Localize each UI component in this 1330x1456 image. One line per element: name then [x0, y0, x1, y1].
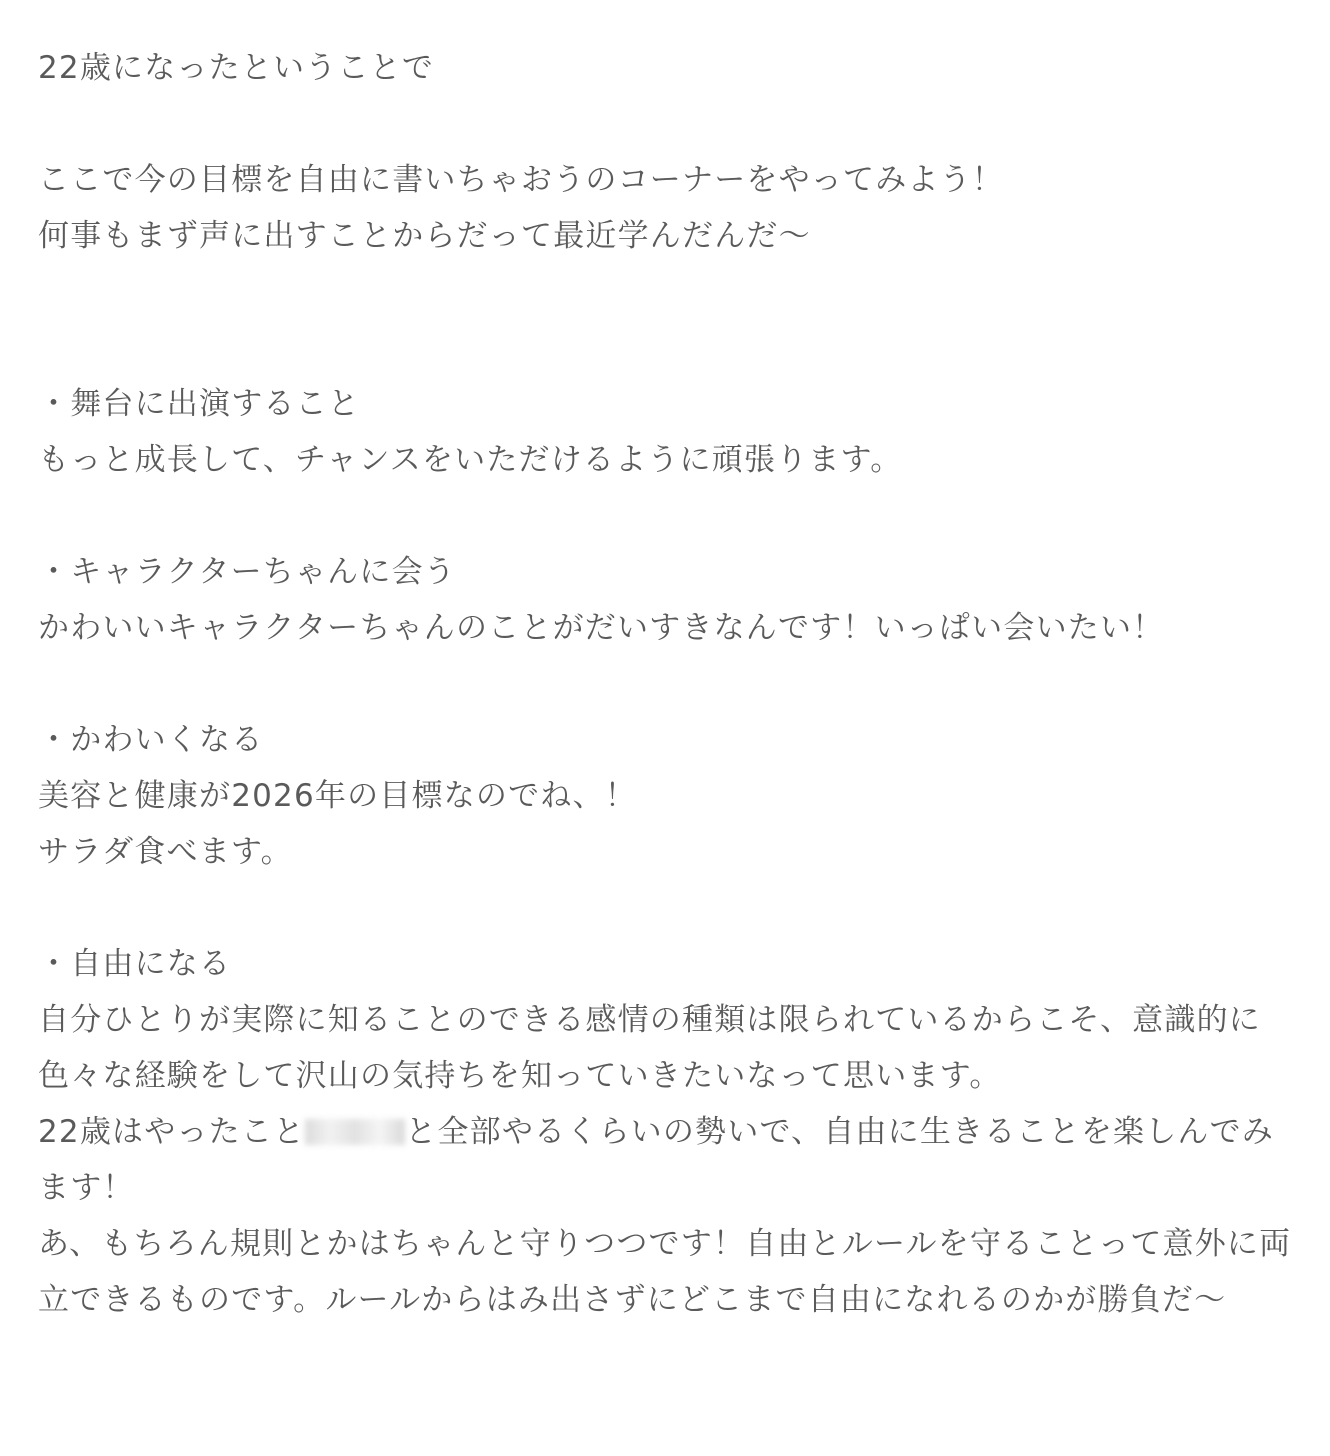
goal-3-text-2: サラダ食べます。	[38, 834, 293, 870]
spacer	[38, 264, 1298, 376]
goal-4-heading: ・自由になる	[38, 946, 232, 982]
article-body	[38, 40, 1298, 1328]
goal-4-text-2-start: 22歳はやったこと	[38, 1114, 306, 1150]
lead-line-2: 何事もまず声に出すことからだって最近学んだんだ〜	[38, 218, 811, 254]
goal-4-text-2-end: と全部やるくらいの勢いで、自由に生きることを楽しんでみます！	[38, 1114, 1275, 1206]
goal-4-text-1: 自分ひとりが実際に知ることのできる感情の種類は限られているからこそ、意識的に色々な経験をして沢山の気持ちを知っていきたいなって思います。	[38, 1002, 1261, 1094]
goal-2-text: かわいいキャラクターちゃんのことがだいすきなんです！いっぱい会いたい！	[38, 610, 1165, 646]
goal-3-text-1: 美容と健康が2026年の目標なのでね、！	[38, 778, 637, 814]
goal-4-text-2	[38, 1104, 1298, 1216]
spacer	[38, 488, 1298, 544]
spacer	[38, 656, 1298, 712]
goal-1-text: もっと成長して、チャンスをいただけるように頑張ります。	[38, 442, 903, 478]
spacer	[38, 96, 1298, 152]
goal-2-heading: ・キャラクターちゃんに会う	[38, 554, 456, 590]
goal-1-heading: ・舞台に出演すること	[38, 386, 360, 422]
goal-3-heading: ・かわいくなる	[38, 722, 264, 758]
lead-line-1: ここで今の目標を自由に書いちゃおうのコーナーをやってみよう！	[38, 162, 1004, 198]
intro-line: 22歳になったということで	[38, 50, 435, 86]
goal-4-text-3: あ、もちろん規則とかはちゃんと守りつつです！自由とルールを守ることって意外に両立できるものです。ルールからはみ出さずにどこまで自由になれるのかが勝負だ〜	[38, 1226, 1292, 1318]
blurred-redaction	[305, 1119, 405, 1145]
spacer	[38, 880, 1298, 936]
